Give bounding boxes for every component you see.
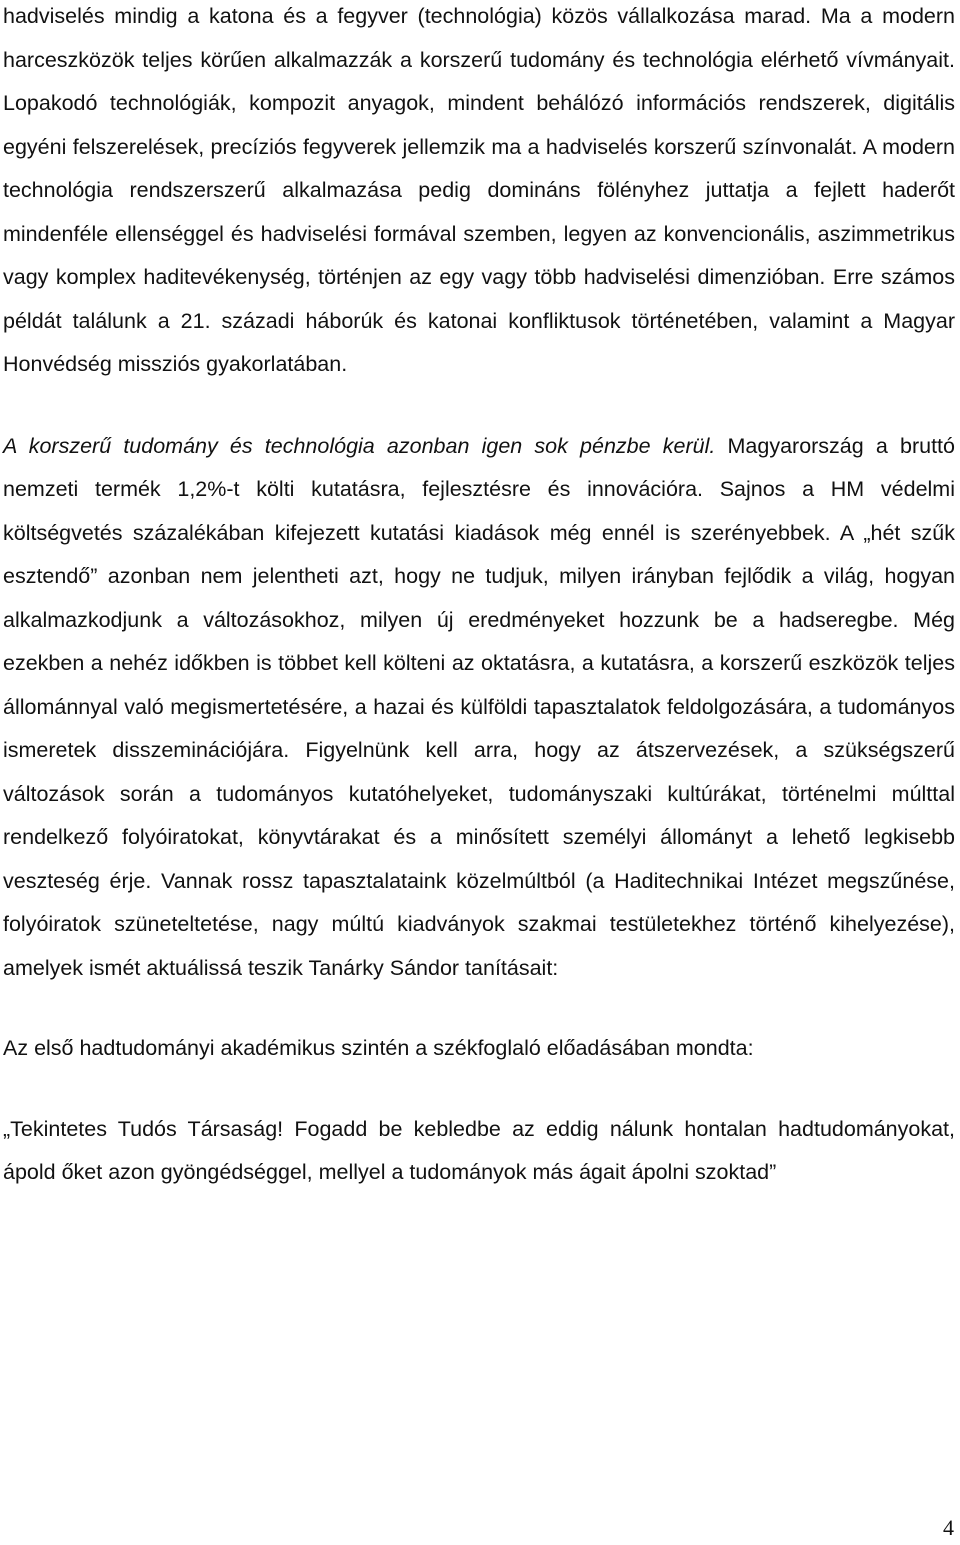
paragraph-quote — [3, 1108, 955, 1195]
paragraph-3 — [3, 1027, 955, 1071]
paragraph-1 — [3, 0, 955, 387]
paragraph-2-text: Magyarország a bruttó nemzeti termék 1,2%-t költi kutatásra, fejlesztésre és innovációra. Sajnos a HM védelmi költségvetés százalékában kifejezett kutatási kiadások még ennél is szerényebbek. A „hét szűk esztendő” azonban nem jelentheti azt, hogy ne tudjuk, milyen irányban fejlődik a világ, hogyan alkalmazkodjunk a változásokhoz, milyen új eredményeket hozzunk be a hadseregbe. Még ezekben a nehéz időkben is többet kell költeni az oktatásra, a kutatásra, a korszerű eszközök teljes állománnyal való megismertetésére, a hazai és külföldi tapasztalatok feldolgozására, a tudományos ismeretek disszeminációjára. Figyelnünk kell arra, hogy az átszervezések, a szükségszerű változások során a tudományos kutatóhelyeket, tudományszaki kultúrákat, történelmi múlttal rendelkező folyóiratokat, könyvtárakat és a minősített személyi állományt a lehető legkisebb veszteség érje. Vannak rossz tapasztalataink közelmúltból (a Haditechnikai Intézet megszűnése, folyóiratok szüneteltetése, nagy múltú kiadványok szakmai testületekhez történő kihelyezése), amelyek ismét aktuálissá teszik Tanárky Sándor tanításait: — [3, 433, 955, 980]
document-page — [3, 0, 955, 1195]
paragraph-2-italic-lead: A korszerű tudomány és technológia azonban igen sok pénzbe kerül. — [3, 433, 716, 458]
page-number: 4 — [943, 1515, 954, 1540]
paragraph-1-text: hadviselés mindig a katona és a fegyver (technológia) közös vállalkozása marad. Ma a modern harceszközök teljes körűen alkalmazzák a korszerű tudomány és technológia elérhető vívmányait. Lopakodó technológiák, kompozit anyagok, mindent behálózó információs rendszerek, digitális egyéni felszerelések, precíziós fegyverek jellemzik ma a hadviselés korszerű színvonalát. A modern technológia rendszerszerű alkalmazása pedig domináns fölényhez juttatja a fejlett haderőt mindenféle ellenséggel és hadviselési formával szemben, legyen az konvencionális, aszimmetrikus vagy komplex haditevékenység, történjen az egy vagy több hadviselési dimenzióban. Erre számos példát találunk a 21. századi háborúk és katonai konfliktusok történetében, valamint a Magyar Honvédség missziós gyakorlatában. — [3, 4, 955, 376]
paragraph-2 — [3, 425, 955, 991]
paragraph-3-text: Az első hadtudományi akadémikus szintén a székfoglaló előadásában mondta: — [3, 1036, 754, 1060]
quote-text: „Tekintetes Tudós Társaság! Fogadd be kebledbe az eddig nálunk hontalan hadtudományokat, ápold őket azon gyöngédséggel, mellyel a tudományok más ágait ápolni szoktad” — [3, 1116, 955, 1184]
